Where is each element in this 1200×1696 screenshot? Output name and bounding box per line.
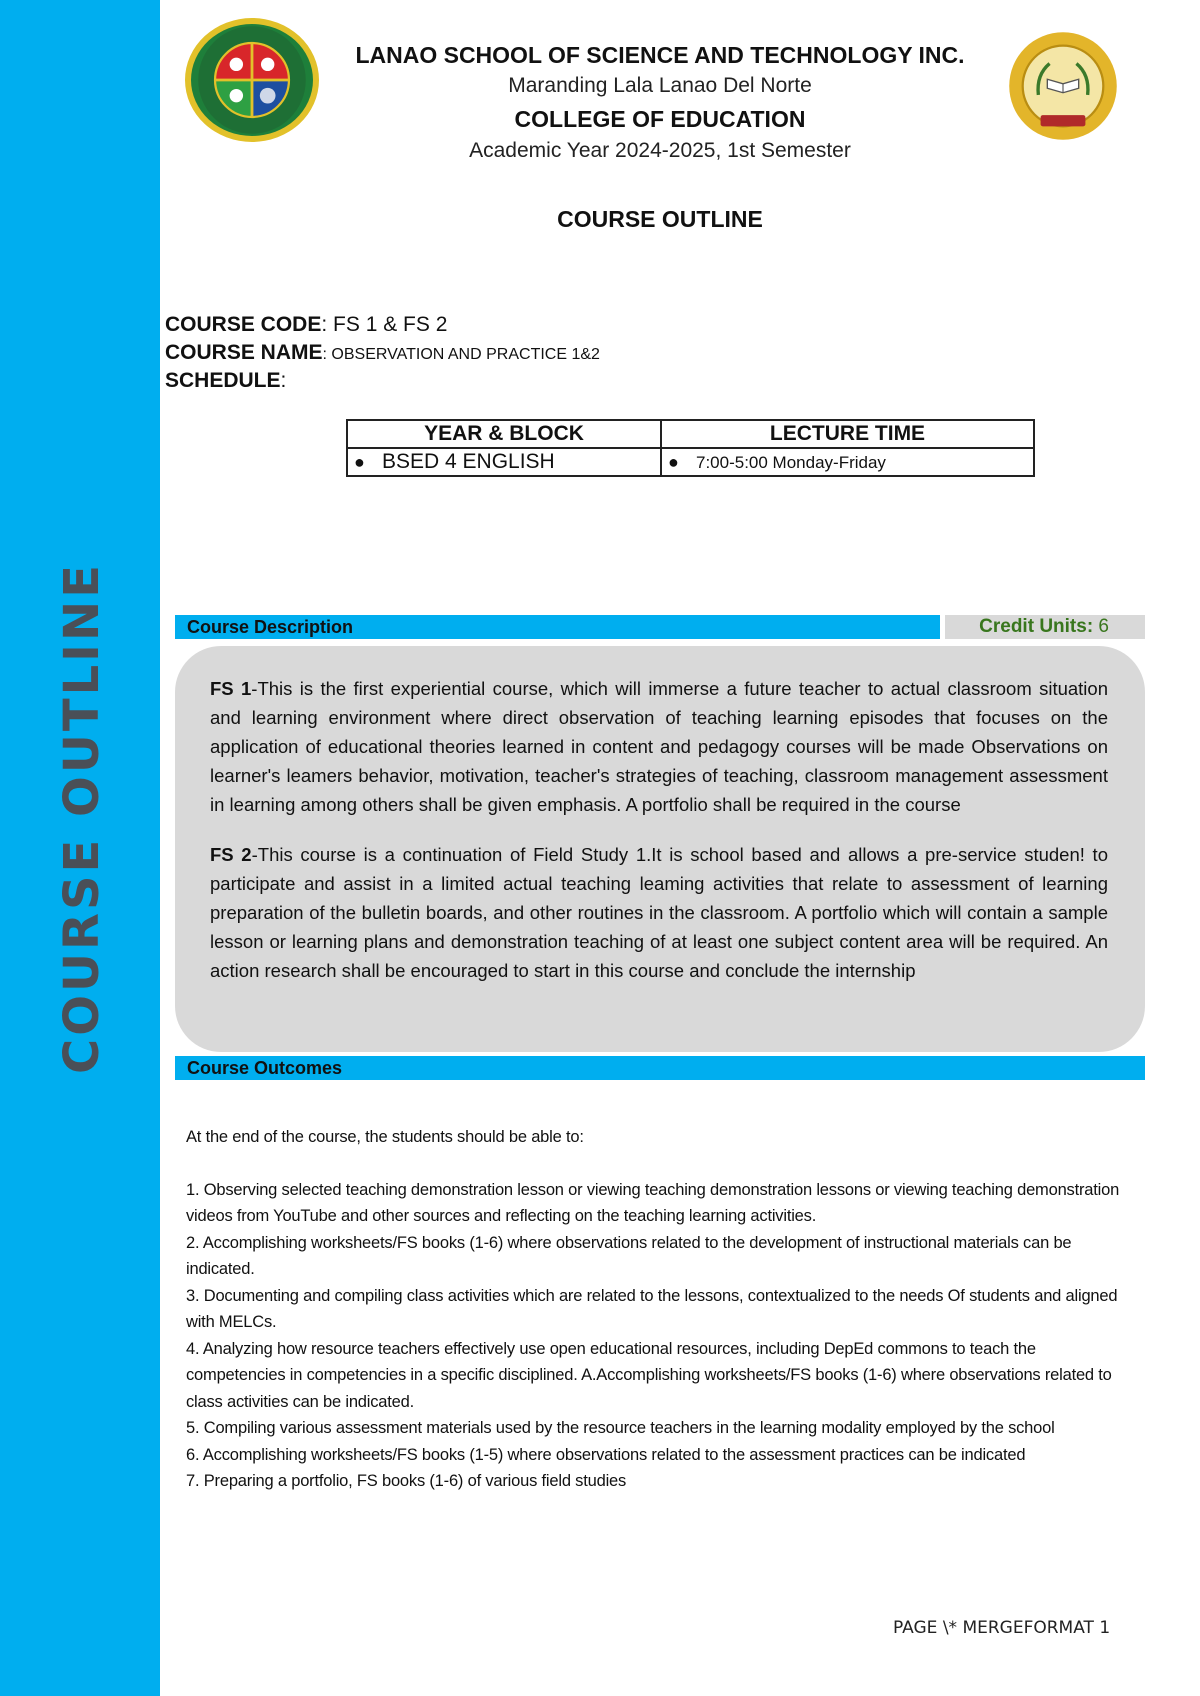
course-name-label: COURSE NAME (165, 341, 323, 364)
school-seal-logo (185, 18, 319, 142)
outcomes-intro: At the end of the course, the students should be able to: (186, 1128, 584, 1146)
course-description-box (175, 646, 1145, 1052)
header-year-block: YEAR & BLOCK (347, 420, 661, 448)
fs2-text: -This course is a continuation of Field Study 1.It is school based and allows a pre-service studen! to participate and assist in a limited actual teaching leaming activities that relate to assessment of learning preparation of the bulletin boards, and other routines in the classroom. A portfolio which will contain a sample lesson or learning plans and demonstration teaching of at least one subject content area will be required. An action research shall be encouraged to start in this course and conclude the internship (210, 844, 1108, 981)
schedule-line (165, 369, 286, 393)
list-item: 2. Accomplishing worksheets/FS books (1-6) where observations related to the development of instructional materials can be indicated. (186, 1233, 1072, 1278)
course-code-label: COURSE CODE (165, 313, 322, 336)
page-number-field: PAGE \* MERGEFORMAT 1 (893, 1618, 1111, 1638)
list-item: 1. Observing selected teaching demonstration lesson or viewing teaching demonstration lessons or viewing teaching demonstration videos from YouTube and other sources and reflecting on the teaching learning activities. (186, 1180, 1120, 1225)
course-outcomes-list (186, 1124, 1126, 1495)
college-education-logo (1004, 30, 1122, 142)
course-description-bar (175, 615, 940, 639)
list-item: 3. Documenting and compiling class activities which are related to the lessons, contextualized to the needs Of students and aligned with MELCs. (186, 1286, 1118, 1331)
list-item: 5. Compiling various assessment materials used by the resource teachers in the learning modality employed by the school (186, 1419, 1055, 1437)
course-description-heading: Course Description (187, 617, 354, 637)
course-outcomes-bar (175, 1056, 1145, 1080)
credit-units-bar (945, 615, 1145, 639)
bullet-icon: ● (668, 451, 679, 472)
table-row (347, 448, 1034, 476)
school-seal-icon (191, 24, 313, 136)
schedule-value: : (280, 369, 287, 392)
schedule-label: SCHEDULE (165, 369, 281, 392)
fs2-label: FS 2 (210, 844, 252, 865)
list-item: 6. Accomplishing worksheets/FS books (1-5) where observations related to the assessment practices can be indicated (186, 1445, 1026, 1464)
list-item: 4. Analyzing how resource teachers effectively use open educational resources, including DepEd commons to teach the competencies in competencies in a specific disciplined. A.Accomplishing worksheets/FS books (1-6) where observations related to class activities can be indicated. (186, 1339, 1112, 1411)
cell-year-block (347, 448, 661, 476)
school-address: Maranding Lala Lanao Del Norte (508, 74, 812, 97)
sidebar-band (0, 0, 160, 1696)
bullet-icon: ● (354, 452, 365, 472)
course-name-value: : OBSERVATION AND PRACTICE 1&2 (322, 346, 600, 363)
course-code-value: : FS 1 & FS 2 (321, 313, 448, 336)
college-seal-icon (1004, 30, 1122, 142)
course-name-line (165, 341, 600, 365)
fs1-label: FS 1 (210, 678, 252, 699)
page-title: COURSE OUTLINE (557, 206, 763, 232)
academic-year: Academic Year 2024-2025, 1st Semester (469, 139, 851, 162)
header-lecture-time: LECTURE TIME (661, 420, 1034, 448)
cell-lecture-time (661, 448, 1034, 476)
year-block-value: BSED 4 ENGLISH (382, 450, 555, 473)
table-header-row (347, 420, 1034, 448)
course-code-line (165, 313, 447, 337)
fs1-paragraph (210, 674, 1108, 819)
credit-units (979, 616, 1109, 638)
course-outcomes-heading: Course Outcomes (187, 1058, 343, 1078)
college-name: COLLEGE OF EDUCATION (514, 106, 806, 132)
vertical-title: COURSE OUTLINE (54, 562, 110, 1074)
fs1-text: -This is the first experiential course, which will immerse a future teacher to actual classroom situation and learning environment where direct observation of teaching learning episodes that focuses on the application of educational theories learned in content and pedagogy courses will be made Observations on learner's leamers behavior, motivation, teacher's strategies of teaching, classroom management assessment in learning among others shall be given emphasis. A portfolio shall be required in the course (210, 678, 1108, 815)
lecture-time-value: 7:00-5:00 Monday-Friday (696, 452, 886, 472)
school-name: LANAO SCHOOL OF SCIENCE AND TECHNOLOGY INC. (355, 42, 965, 68)
credit-units-value: 6 (1093, 616, 1109, 637)
list-item: 7. Preparing a portfolio, FS books (1-6) of various field studies (186, 1472, 627, 1490)
credit-units-label: Credit Units: (979, 616, 1094, 637)
fs2-paragraph (210, 840, 1108, 985)
schedule-table (346, 419, 1035, 477)
